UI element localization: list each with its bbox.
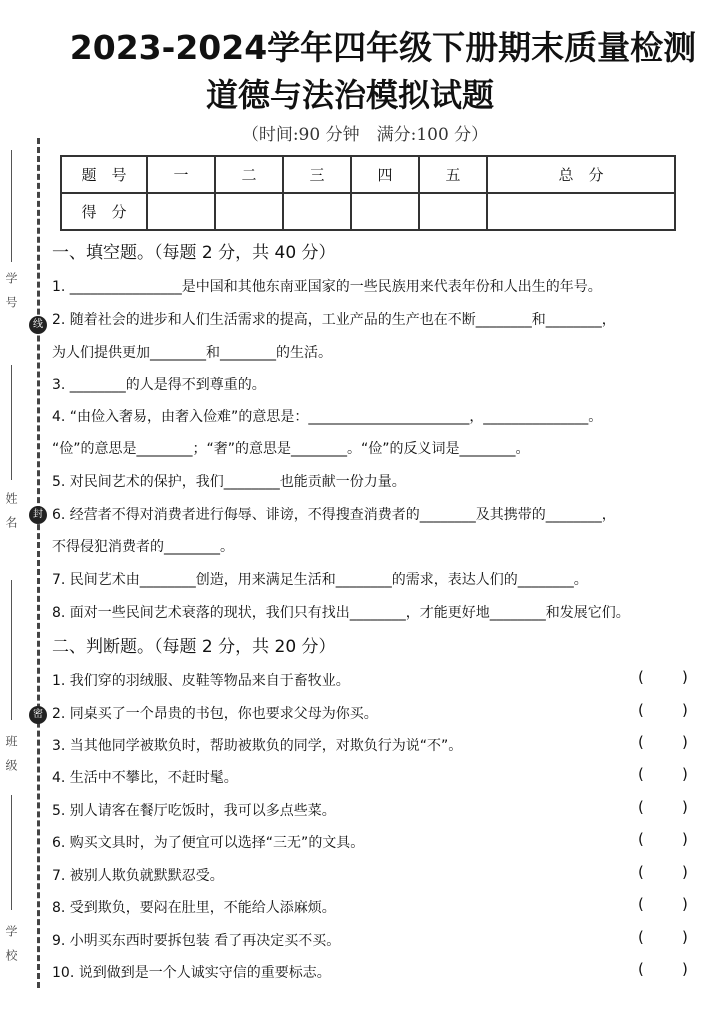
fill-question: 3. ________的人是得不到尊重的。 [52, 377, 266, 393]
exam-time-and-score: （时间:90 分钟 满分:100 分） [241, 125, 489, 145]
score-table-header-row [61, 156, 675, 193]
answer-parentheses[interactable]: ( ) [638, 733, 688, 751]
judge-question: 8. 受到欺负，要闷在肚里，不能给人添麻烦。 [52, 900, 336, 916]
table-cell-part-3: 三 [283, 156, 351, 193]
table-cell-score-label: 得 分 [61, 193, 147, 230]
binding-mark-seal: 封 [29, 506, 47, 524]
table-cell-part-5: 五 [419, 156, 487, 193]
table-cell-part-2: 二 [215, 156, 283, 193]
judge-question: 6. 购买文具时，为了便宜可以选择“三无”的文具。 [52, 835, 365, 851]
answer-parentheses[interactable]: ( ) [638, 765, 688, 783]
fill-question: 为人们提供更加________和________的生活。 [52, 345, 332, 361]
table-cell-part-1: 一 [147, 156, 215, 193]
school-label: 学 校 [4, 925, 18, 961]
name-label: 姓 名 [4, 492, 18, 528]
judge-question: 4. 生活中不攀比，不赶时髦。 [52, 770, 238, 786]
answer-parentheses[interactable]: ( ) [638, 701, 688, 719]
judge-question: 7. 被别人欺负就默默忍受。 [52, 868, 224, 884]
fill-question: 1. ________________是中国和其他东南亚国家的一些民族用来代表年份和人出生的年号。 [52, 279, 602, 295]
judge-question: 9. 小明买东西时要拆包装 看了再决定买不买。 [52, 933, 341, 949]
judge-question: 1. 我们穿的羽绒服、皮鞋等物品来自于畜牧业。 [52, 673, 350, 689]
answer-parentheses[interactable]: ( ) [638, 928, 688, 946]
student-id-label: 学 号 [4, 272, 18, 308]
fill-question: 6. 经营者不得对消费者进行侮辱、诽谤，不得搜查消费者的________及其携带的________， [52, 507, 616, 523]
fill-question: “俭”的意思是________；“奢”的意思是________。“俭”的反义词是________。 [52, 441, 530, 457]
score-input-part-3[interactable] [283, 193, 351, 230]
answer-parentheses[interactable]: ( ) [638, 863, 688, 881]
answer-parentheses[interactable]: ( ) [638, 830, 688, 848]
answer-parentheses[interactable]: ( ) [638, 960, 688, 978]
section-2-title: 二、判断题。（每题 2 分，共 20 分） [52, 637, 336, 657]
judge-question: 10. 说到做到是一个人诚实守信的重要标志。 [52, 965, 331, 981]
judge-question: 5. 别人请客在餐厅吃饭时，我可以多点些菜。 [52, 803, 336, 819]
score-input-part-4[interactable] [351, 193, 419, 230]
score-table-score-row [61, 193, 675, 230]
judge-question: 2. 同桌买了一个昂贵的书包，你也要求父母为你买。 [52, 706, 378, 722]
answer-parentheses[interactable]: ( ) [638, 798, 688, 816]
student-id-line [11, 150, 12, 262]
school-line [11, 795, 12, 910]
exam-subject-title: 道德与法治模拟试题 [205, 76, 494, 114]
score-input-total[interactable] [487, 193, 675, 230]
name-line [11, 365, 12, 480]
fill-question: 7. 民间艺术由________创造，用来满足生活和________的需求，表达人们的________。 [52, 572, 588, 588]
section-1-title: 一、填空题。（每题 2 分，共 40 分） [52, 243, 336, 263]
binding-mark-line: 线 [29, 316, 47, 334]
judge-question: 3. 当其他同学被欺负时，帮助被欺负的同学，对欺负行为说“不”。 [52, 738, 463, 754]
class-line [11, 580, 12, 720]
table-cell-item-number: 题 号 [61, 156, 147, 193]
answer-parentheses[interactable]: ( ) [638, 668, 688, 686]
fill-question: 5. 对民间艺术的保护，我们________也能贡献一份力量。 [52, 474, 406, 490]
fill-question: 不得侵犯消费者的________。 [52, 539, 234, 555]
fill-question: 4. “由俭入奢易，由奢入俭难”的意思是：_______________________，_______________。 [52, 409, 603, 425]
fill-question: 8. 面对一些民间艺术衰落的现状，我们只有找出________，才能更好地________和发展它们。 [52, 605, 630, 621]
binding-mark-secret: 密 [29, 706, 47, 724]
score-table [60, 155, 676, 231]
score-input-part-5[interactable] [419, 193, 487, 230]
exam-title: 2023-2024学年四年级下册期末质量检测 [69, 28, 697, 67]
answer-parentheses[interactable]: ( ) [638, 895, 688, 913]
class-label: 班 级 [4, 735, 18, 771]
score-input-part-2[interactable] [215, 193, 283, 230]
table-cell-part-4: 四 [351, 156, 419, 193]
score-input-part-1[interactable] [147, 193, 215, 230]
binding-dashed-line [37, 138, 40, 988]
table-cell-total: 总 分 [487, 156, 675, 193]
fill-question: 2. 随着社会的进步和人们生活需求的提高，工业产品的生产也在不断________和________， [52, 312, 616, 328]
